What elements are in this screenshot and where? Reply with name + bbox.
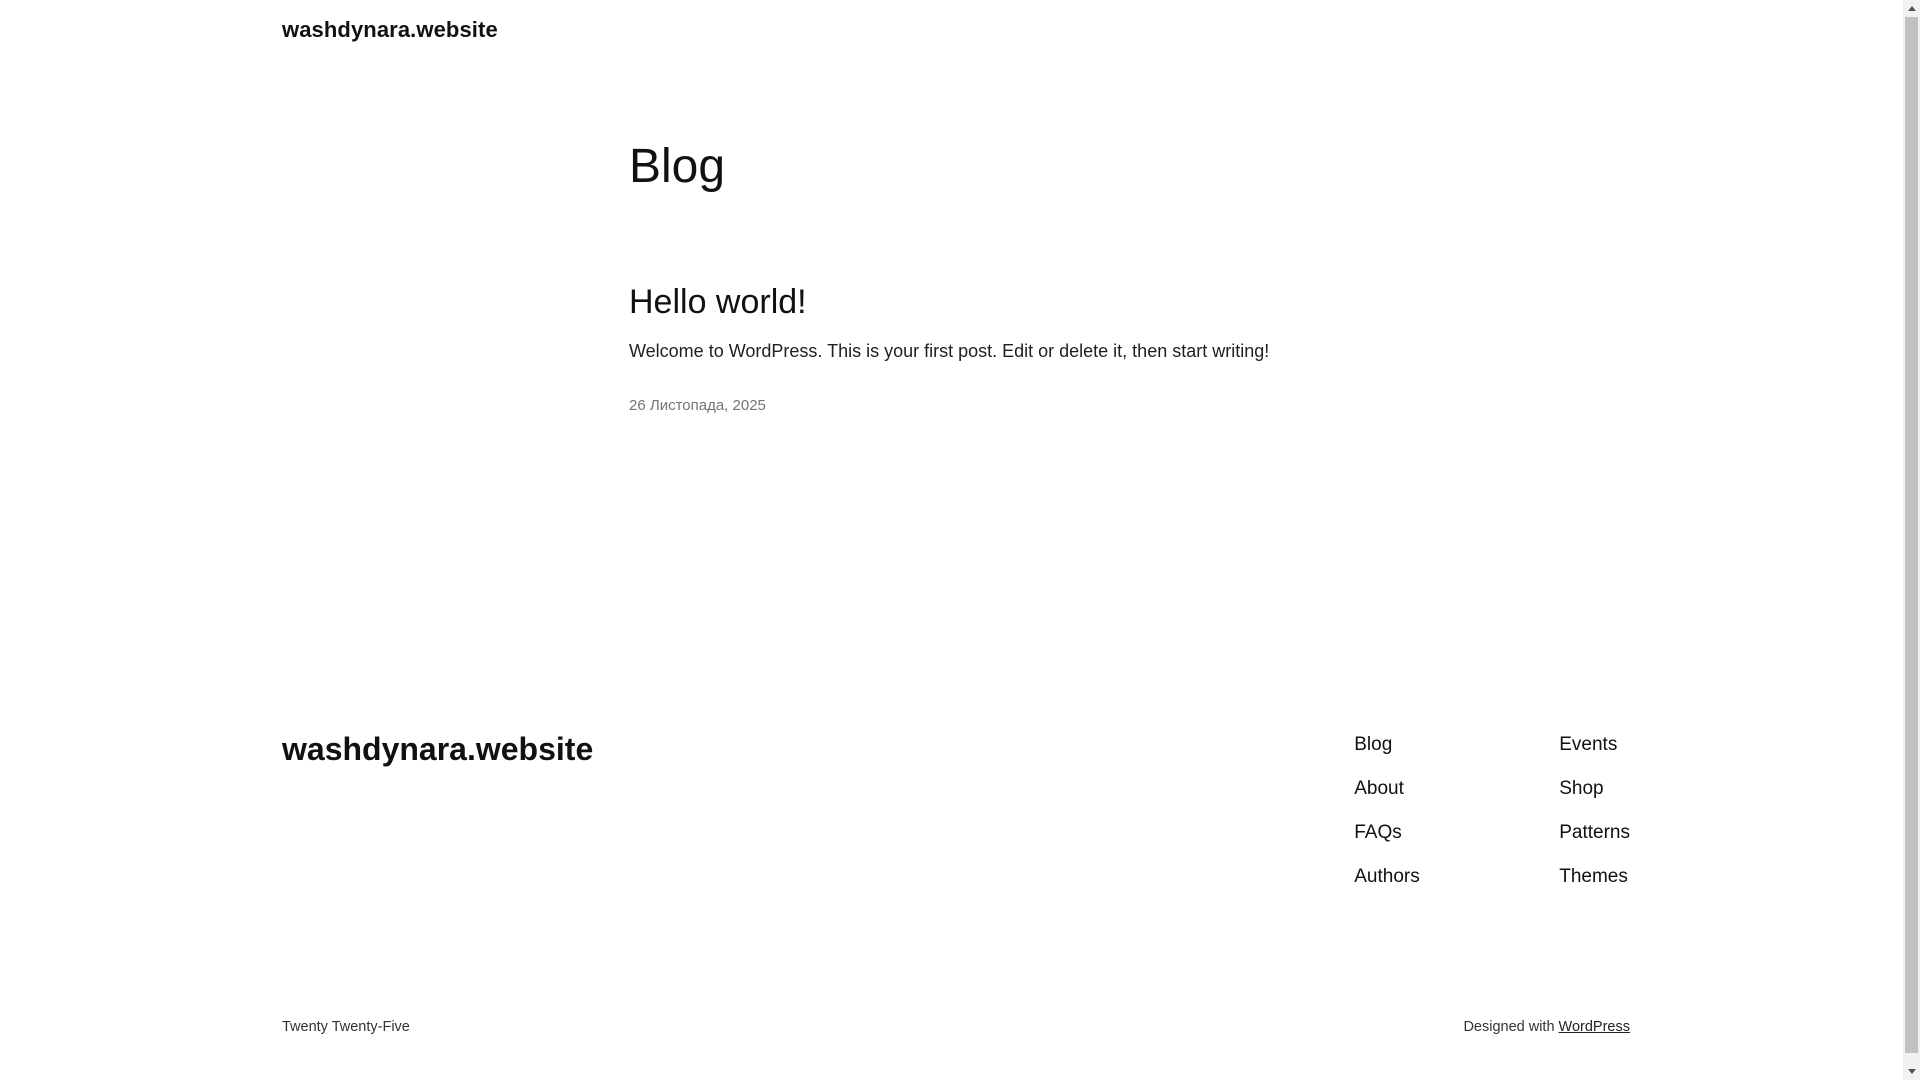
header-site-title-link[interactable]: washdynara.website [282, 17, 498, 42]
post-item [629, 282, 1291, 416]
post-excerpt: Welcome to WordPress. This is your first post. Edit or delete it, then start writing! [629, 340, 1270, 361]
footer-nav-link-shop[interactable]: Shop [1559, 777, 1604, 799]
footer-credits [282, 1017, 1630, 1037]
scrollbar[interactable] [1903, 0, 1920, 1080]
footer-nav-link-events[interactable]: Events [1559, 733, 1618, 755]
footer-nav-column-2 [1559, 735, 1630, 886]
site-footer [0, 730, 1920, 1037]
post-title [629, 282, 1291, 323]
footer-site-title-link[interactable]: washdynara.website [282, 730, 594, 767]
designed-with-prefix: Designed with [1463, 1018, 1559, 1035]
main-content [629, 138, 1291, 415]
footer-nav-link-themes[interactable]: Themes [1559, 865, 1628, 887]
scroll-down-icon[interactable] [1903, 1063, 1920, 1080]
footer-nav-link-faqs[interactable]: FAQs [1354, 821, 1402, 843]
footer-main [282, 730, 1630, 886]
designed-with [1463, 1017, 1630, 1037]
footer-nav-column-1 [1354, 735, 1559, 886]
site-header [0, 0, 1920, 43]
wordpress-link[interactable]: WordPress [1558, 1018, 1630, 1035]
page-title: Blog [629, 140, 726, 194]
theme-credit: Twenty Twenty-Five [282, 1018, 410, 1035]
scrollbar-thumb[interactable] [1905, 17, 1918, 1053]
footer-nav-link-authors[interactable]: Authors [1354, 865, 1420, 887]
post-date: 26 Листопада, 2025 [629, 396, 766, 414]
footer-nav-link-blog[interactable]: Blog [1354, 733, 1393, 755]
scroll-up-icon[interactable] [1903, 0, 1920, 17]
post-title-link[interactable]: Hello world! [629, 282, 807, 321]
footer-nav-link-about[interactable]: About [1354, 777, 1404, 799]
footer-nav [1354, 735, 1630, 886]
footer-nav-link-patterns[interactable]: Patterns [1559, 821, 1630, 843]
